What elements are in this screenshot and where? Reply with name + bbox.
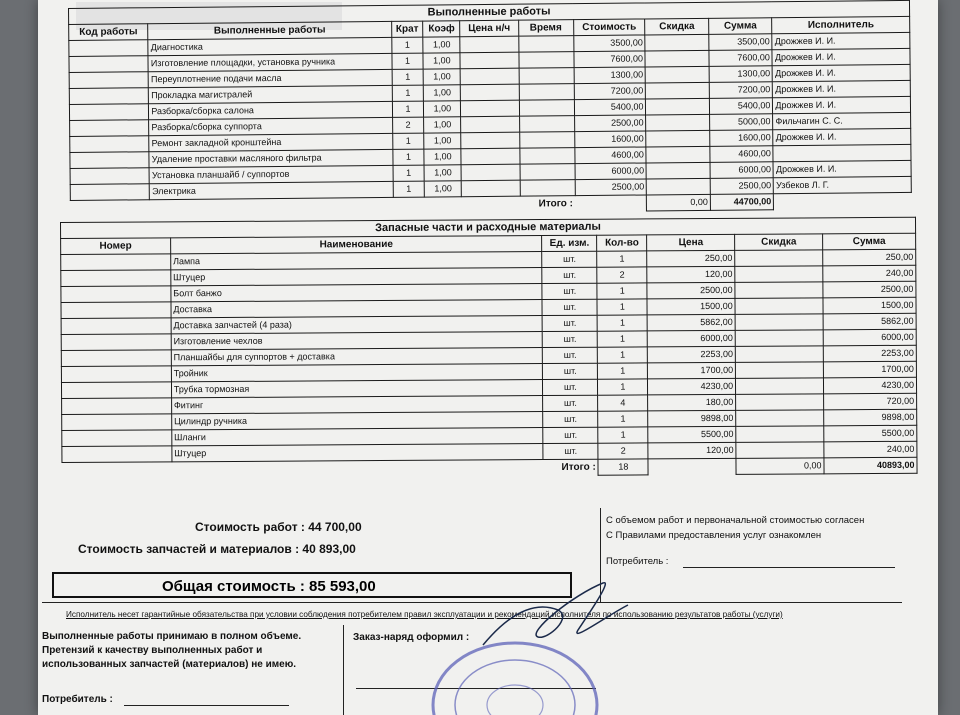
- work-sum: 7200,00: [709, 82, 773, 99]
- works-header-cell: Крат: [391, 21, 423, 37]
- part-discount: [736, 378, 824, 395]
- work-koef: 1,00: [424, 101, 461, 117]
- part-name: Доставка запчастей (4 раза): [171, 316, 543, 334]
- part-name: Шланги: [172, 428, 544, 446]
- part-unit: шт.: [543, 427, 598, 443]
- part-number: [62, 446, 172, 463]
- footer-signature-line: [124, 696, 289, 706]
- parts-header-cell: Номер: [61, 238, 171, 255]
- part-number: [61, 318, 171, 335]
- part-qty: 2: [598, 443, 648, 459]
- work-krat: 1: [392, 101, 424, 117]
- part-price: 250,00: [647, 250, 735, 267]
- work-krat: 2: [392, 117, 424, 133]
- part-name: Фитинг: [171, 396, 543, 414]
- part-sum: 4230,00: [824, 377, 917, 394]
- part-sum: 5862,00: [823, 313, 916, 330]
- work-code: [69, 56, 148, 73]
- parts-header-cell: Кол-во: [597, 235, 647, 251]
- work-executor: Узбеков Л. Г.: [774, 176, 912, 193]
- works-header-cell: Скидка: [645, 18, 709, 35]
- part-name: Болт банжо: [171, 284, 543, 302]
- part-qty: 1: [597, 283, 647, 299]
- part-number: [61, 366, 171, 383]
- part-name: Планшайбы для суппортов + доставка: [171, 348, 543, 366]
- work-time: [519, 116, 574, 133]
- part-number: [61, 302, 171, 319]
- work-rate: [462, 180, 520, 197]
- work-name: Электрика: [150, 181, 393, 199]
- part-qty: 4: [598, 395, 648, 411]
- work-name: Разборка/сборка салона: [149, 101, 392, 119]
- parts-header-cell: Скидка: [735, 234, 823, 251]
- works-header-cell: Сумма: [709, 18, 773, 35]
- parts-total-discount: 0,00: [736, 458, 824, 475]
- work-code: [70, 136, 149, 153]
- work-time: [520, 164, 575, 181]
- work-rate: [461, 132, 519, 149]
- consent-signature-line: [683, 556, 895, 568]
- work-koef: 1,00: [424, 85, 461, 101]
- work-time: [518, 52, 573, 69]
- parts-total-sum: 40893,00: [824, 457, 917, 474]
- work-executor: Дрожжев И. И.: [773, 96, 911, 113]
- parts-cost: Стоимость запчастей и материалов : 40 893,00: [78, 542, 356, 556]
- work-discount: [645, 50, 709, 67]
- work-koef: 1,00: [423, 53, 460, 69]
- work-cost: 3500,00: [573, 35, 645, 52]
- part-qty: 1: [598, 411, 648, 427]
- works-header-cell: Время: [518, 20, 573, 37]
- part-discount: [736, 426, 824, 443]
- consent-line-1: С объемом работ и первоначальной стоимостью согласен: [606, 515, 865, 526]
- work-time: [519, 148, 574, 165]
- work-koef: 1,00: [423, 37, 460, 53]
- part-qty: 1: [597, 315, 647, 331]
- work-sum: 7600,00: [709, 50, 773, 67]
- part-price: 180,00: [648, 394, 736, 411]
- footer-consumer-label: Потребитель :: [42, 694, 113, 705]
- parts-title: Запасные части и расходные материалы: [61, 217, 916, 238]
- work-krat: 1: [393, 181, 425, 197]
- part-name: Лампа: [171, 252, 543, 270]
- part-sum: 6000,00: [823, 329, 916, 346]
- works-total-discount: 0,00: [647, 194, 711, 211]
- work-executor: Дрожжев И. И.: [773, 128, 911, 145]
- part-unit: шт.: [542, 299, 597, 315]
- work-discount: [646, 98, 710, 115]
- works-title: Выполненные работы: [69, 0, 910, 24]
- part-price: 5862,00: [647, 314, 735, 331]
- part-sum: 720,00: [824, 393, 917, 410]
- part-name: Штуцер: [172, 444, 544, 462]
- divider-horizontal: [42, 602, 902, 603]
- work-name: Ремонт закладной кронштейна: [149, 133, 392, 151]
- work-koef: 1,00: [424, 149, 461, 165]
- parts-header-cell: Цена: [647, 234, 735, 251]
- work-krat: 1: [392, 133, 424, 149]
- work-time: [519, 68, 574, 85]
- work-sum: 3500,00: [709, 34, 773, 51]
- part-unit: шт.: [543, 347, 598, 363]
- part-qty: 1: [597, 251, 647, 267]
- part-unit: шт.: [542, 251, 597, 267]
- document-page: [38, 0, 938, 715]
- part-discount: [736, 442, 824, 459]
- part-unit: шт.: [543, 411, 598, 427]
- part-unit: шт.: [543, 395, 598, 411]
- part-discount: [735, 314, 823, 331]
- part-number: [61, 350, 171, 367]
- part-qty: 2: [597, 267, 647, 283]
- part-discount: [735, 330, 823, 347]
- parts-table: [60, 217, 918, 479]
- part-discount: [736, 394, 824, 411]
- part-number: [61, 286, 171, 303]
- part-sum: 2253,00: [823, 345, 916, 362]
- parts-total-label: Итого :: [561, 461, 596, 474]
- part-name: Изготовление чехлов: [171, 332, 543, 350]
- part-price: 2500,00: [647, 282, 735, 299]
- work-cost: 6000,00: [575, 163, 647, 180]
- works-header-cell: Исполнитель: [772, 16, 910, 33]
- acceptance-text: Выполненные работы принимаю в полном объеме. Претензий к качеству выполненных работ и использованных запчастей (материалов) не имею.: [42, 631, 302, 670]
- parts-header-cell: Ед. изм.: [542, 235, 597, 251]
- work-rate: [461, 148, 519, 165]
- part-discount: [736, 410, 824, 427]
- work-time: [518, 36, 573, 53]
- part-sum: 2500,00: [823, 281, 916, 298]
- part-sum: 5500,00: [824, 425, 917, 442]
- work-sum: 1600,00: [710, 130, 774, 147]
- part-qty: 1: [598, 331, 648, 347]
- work-sum: 1300,00: [709, 66, 773, 83]
- work-cost: 2500,00: [574, 115, 646, 132]
- work-executor: Фильчагин С. С.: [773, 112, 911, 129]
- part-unit: шт.: [543, 331, 598, 347]
- part-discount: [735, 266, 823, 283]
- work-cost: 7600,00: [573, 51, 645, 68]
- part-qty: 1: [598, 347, 648, 363]
- works-table: [68, 0, 912, 217]
- work-krat: 1: [392, 69, 424, 85]
- part-name: Доставка: [171, 300, 543, 318]
- work-time: [520, 180, 575, 197]
- part-discount: [736, 362, 824, 379]
- work-time: [519, 132, 574, 149]
- work-krat: 1: [392, 85, 424, 101]
- parts-header-cell: Наименование: [170, 236, 542, 254]
- work-name: Удаление проставки масляного фильтра: [149, 149, 392, 167]
- work-sum: 2500,00: [710, 178, 774, 195]
- work-koef: 1,00: [425, 181, 462, 197]
- part-number: [61, 382, 171, 399]
- part-number: [62, 414, 172, 431]
- part-qty: 1: [598, 379, 648, 395]
- work-rate: [461, 84, 519, 101]
- work-discount: [645, 34, 709, 51]
- work-krat: 1: [391, 37, 423, 53]
- work-koef: 1,00: [424, 165, 461, 181]
- work-koef: 1,00: [424, 133, 461, 149]
- work-discount: [646, 66, 710, 83]
- part-unit: шт.: [542, 315, 597, 331]
- signature: [478, 575, 638, 665]
- consent-consumer-label: Потребитель :: [606, 556, 669, 567]
- part-sum: 240,00: [823, 265, 916, 282]
- work-discount: [646, 162, 710, 179]
- work-time: [519, 100, 574, 117]
- works-header-cell: Выполненные работы: [148, 21, 391, 39]
- work-time: [519, 84, 574, 101]
- part-unit: шт.: [542, 283, 597, 299]
- consent-line-2: С Правилами предоставления услуг ознакомлен: [606, 530, 822, 541]
- part-name: Цилиндр ручника: [172, 412, 544, 430]
- work-code: [70, 120, 149, 137]
- work-code: [69, 88, 148, 105]
- works-header-cell: Стоимость: [573, 19, 645, 36]
- part-number: [61, 270, 171, 287]
- part-number: [61, 254, 171, 271]
- part-sum: 1500,00: [823, 297, 916, 314]
- work-executor: Дрожжев И. И.: [773, 80, 911, 97]
- work-rate: [461, 164, 519, 181]
- work-cost: 2500,00: [575, 179, 647, 196]
- divider-footer: [343, 625, 344, 715]
- work-name: Изготовление площадки, установка ручника: [148, 53, 391, 71]
- work-rate: [461, 116, 519, 133]
- part-number: [62, 430, 172, 447]
- work-code: [69, 104, 148, 121]
- work-discount: [647, 178, 711, 195]
- work-sum: 6000,00: [710, 162, 774, 179]
- works-total-sum: 44700,00: [710, 194, 774, 211]
- work-name: Диагностика: [148, 37, 391, 55]
- work-name: Прокладка магистралей: [149, 85, 392, 103]
- works-cost: Стоимость работ : 44 700,00: [195, 520, 362, 534]
- part-sum: 250,00: [823, 249, 916, 266]
- part-number: [62, 398, 172, 415]
- work-code: [70, 184, 149, 201]
- work-code: [69, 40, 148, 57]
- order-label: Заказ-наряд оформил :: [353, 632, 470, 643]
- part-name: Трубка тормозная: [171, 380, 543, 398]
- work-cost: 1300,00: [574, 67, 646, 84]
- part-price: 2253,00: [648, 346, 736, 363]
- work-rate: [460, 52, 518, 69]
- work-sum: 4600,00: [710, 146, 774, 163]
- part-unit: шт.: [542, 267, 597, 283]
- work-discount: [646, 114, 710, 131]
- work-krat: 1: [392, 53, 424, 69]
- works-header-cell: Код работы: [69, 24, 148, 41]
- part-unit: шт.: [543, 363, 598, 379]
- part-discount: [735, 282, 823, 299]
- work-code: [70, 168, 149, 185]
- part-price: 1500,00: [647, 298, 735, 315]
- works-header-cell: Коэф: [423, 21, 460, 37]
- work-code: [70, 152, 149, 169]
- work-code: [69, 72, 148, 89]
- work-cost: 4600,00: [574, 147, 646, 164]
- part-discount: [735, 346, 823, 363]
- part-sum: 240,00: [824, 441, 917, 458]
- work-rate: [460, 68, 518, 85]
- work-name: Переуплотнение подачи масла: [148, 69, 391, 87]
- part-unit: шт.: [543, 443, 598, 459]
- work-rate: [460, 36, 518, 53]
- work-sum: 5400,00: [709, 98, 773, 115]
- work-rate: [461, 100, 519, 117]
- work-executor: Дрожжев И. И.: [773, 160, 911, 177]
- work-koef: 1,00: [424, 117, 461, 133]
- part-qty: 1: [597, 299, 647, 315]
- work-koef: 1,00: [423, 69, 460, 85]
- work-krat: 1: [392, 149, 424, 165]
- work-discount: [646, 82, 710, 99]
- work-executor: Дрожжев И. И.: [772, 48, 910, 65]
- grand-total: Общая стоимость : 85 593,00: [52, 572, 572, 598]
- parts-header-cell: Сумма: [823, 233, 916, 250]
- part-sum: 9898,00: [824, 409, 917, 426]
- work-cost: 1600,00: [574, 131, 646, 148]
- part-number: [61, 334, 171, 351]
- work-name: Установка планшайб / суппортов: [149, 165, 392, 183]
- work-executor: Дрожжев И. И.: [772, 32, 910, 49]
- work-sum: 5000,00: [709, 114, 773, 131]
- works-total-label: Итого :: [538, 198, 574, 210]
- work-executor: Дрожжев И. И.: [772, 64, 910, 81]
- part-price: 4230,00: [648, 378, 736, 395]
- works-header-cell: Цена н/ч: [460, 20, 518, 37]
- part-price: 120,00: [648, 442, 736, 459]
- work-cost: 7200,00: [574, 83, 646, 100]
- part-name: Штуцер: [171, 268, 543, 286]
- part-price: 9898,00: [648, 410, 736, 427]
- part-name: Тройник: [171, 364, 543, 382]
- work-name: Разборка/сборка суппорта: [149, 117, 392, 135]
- work-discount: [646, 146, 710, 163]
- part-unit: шт.: [543, 379, 598, 395]
- part-price: 6000,00: [647, 330, 735, 347]
- part-sum: 1700,00: [823, 361, 916, 378]
- warranty-note: Исполнитель несет гарантийные обязательства при условии соблюдения потребителем правил эксплуатации и рекомендаций исполнителя по использованию результатов работы (услуги): [66, 610, 783, 619]
- work-cost: 5400,00: [574, 99, 646, 116]
- work-krat: 1: [393, 165, 425, 181]
- parts-total-qty: 18: [598, 459, 648, 475]
- part-price: 5500,00: [648, 426, 736, 443]
- work-discount: [646, 130, 710, 147]
- part-qty: 1: [598, 363, 648, 379]
- work-executor: [773, 144, 911, 161]
- part-price: 1700,00: [648, 362, 736, 379]
- part-qty: 1: [598, 427, 648, 443]
- part-price: 120,00: [647, 266, 735, 283]
- part-discount: [735, 298, 823, 315]
- part-discount: [735, 250, 823, 267]
